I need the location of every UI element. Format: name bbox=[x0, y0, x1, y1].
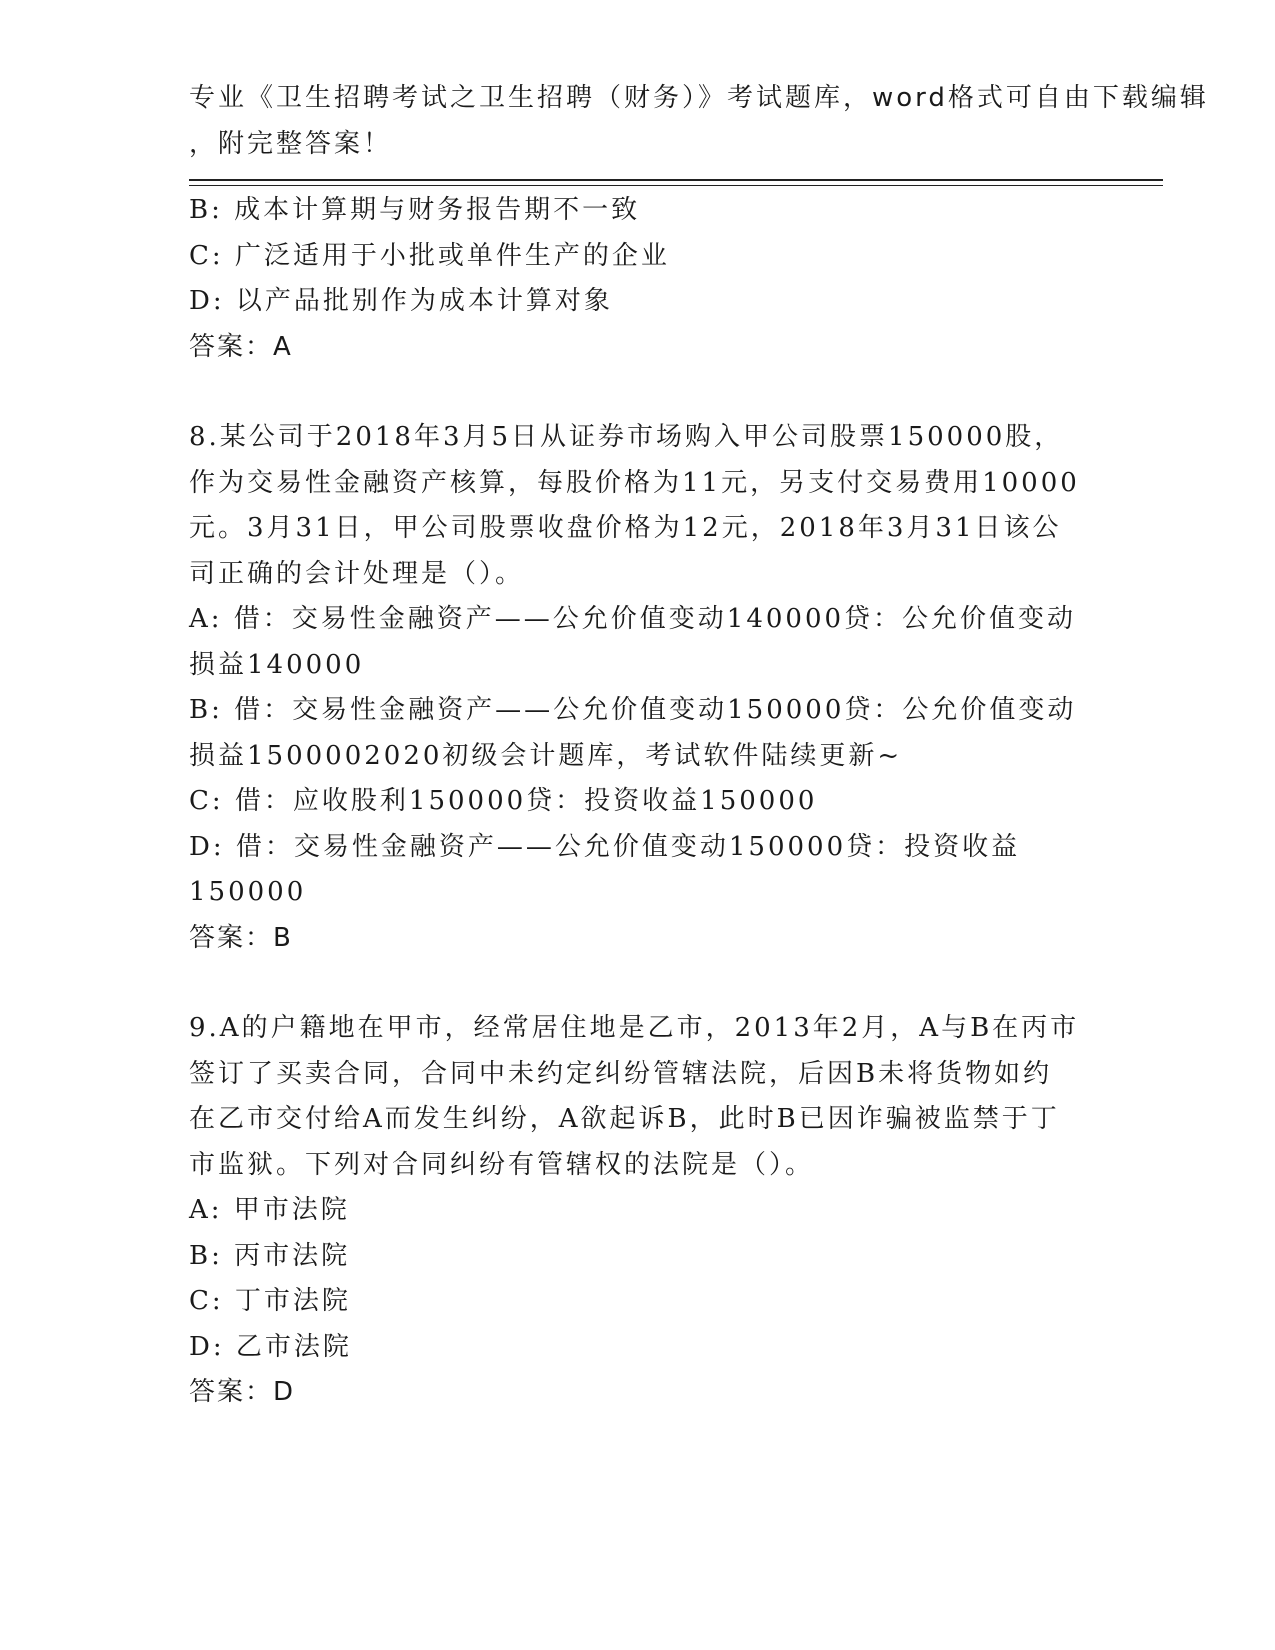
option-d: D: 乙市法院 bbox=[189, 1331, 352, 1362]
question-stem-line: 司正确的会计处理是（）。 bbox=[189, 558, 525, 589]
option-line: A: 借：交易性金融资产——公允价值变动140000贷：公允价值变动 bbox=[189, 604, 1077, 634]
header-divider-thin bbox=[189, 185, 1163, 186]
option-line: 损益140000 bbox=[189, 649, 365, 680]
spacer bbox=[189, 961, 1089, 1006]
header-divider-thick bbox=[189, 179, 1163, 181]
option-b: B: 丙市法院 bbox=[189, 1240, 351, 1271]
option-c: C: 广泛适用于小批或单件生产的企业 bbox=[189, 240, 670, 271]
question-stem-line: 8.某公司于2018年3月5日从证券市场购入甲公司股票150000股， bbox=[189, 422, 1064, 452]
spacer bbox=[189, 370, 1089, 415]
option-line: C: 借：应收股利150000贷：投资收益150000 bbox=[189, 786, 818, 816]
question-stem-line: 签订了买卖合同，合同中未约定纠纷管辖法院，后因B未将货物如约 bbox=[189, 1058, 1053, 1089]
question-stem-line: 作为交易性金融资产核算，每股价格为11元，另支付交易费用10000 bbox=[189, 467, 1080, 498]
header-line: ，附完整答案！ bbox=[189, 128, 393, 159]
question-content bbox=[189, 188, 1089, 1416]
answer-line: 答案：B bbox=[189, 922, 293, 953]
option-c: C: 丁市法院 bbox=[189, 1286, 351, 1316]
option-a: A: 甲市法院 bbox=[189, 1195, 350, 1225]
option-line: D: 借：交易性金融资产——公允价值变动150000贷：投资收益 bbox=[189, 831, 1021, 862]
question-stem-line: 在乙市交付给A而发生纠纷，A欲起诉B，此时B已因诈骗被监禁于丁 bbox=[189, 1104, 1060, 1134]
answer-line: 答案：A bbox=[189, 331, 293, 362]
option-b: B: 成本计算期与财务报告期不一致 bbox=[189, 195, 641, 225]
question-9 bbox=[189, 1006, 1089, 1416]
question-8 bbox=[189, 415, 1089, 961]
document-header bbox=[189, 76, 1209, 167]
question-stem-line: 元。3月31日，甲公司股票收盘价格为12元，2018年3月31日该公 bbox=[189, 513, 1062, 543]
question-stem-line: 市监狱。下列对合同纠纷有管辖权的法院是（）。 bbox=[189, 1149, 815, 1180]
option-d: D: 以产品批别作为成本计算对象 bbox=[189, 286, 613, 316]
question-7-tail bbox=[189, 188, 1089, 370]
header-line: 专业《卫生招聘考试之卫生招聘（财务）》考试题库，word格式可自由下载编辑 bbox=[189, 83, 1209, 113]
answer-line: 答案：D bbox=[189, 1377, 296, 1407]
option-line: 150000 bbox=[189, 877, 307, 907]
question-stem-line: 9.A的户籍地在甲市，经常居住地是乙市，2013年2月，A与B在丙市 bbox=[189, 1013, 1080, 1043]
option-line: B: 借：交易性金融资产——公允价值变动150000贷：公允价值变动 bbox=[189, 695, 1077, 725]
option-line: 损益1500002020初级会计题库，考试软件陆续更新~ bbox=[189, 740, 903, 771]
